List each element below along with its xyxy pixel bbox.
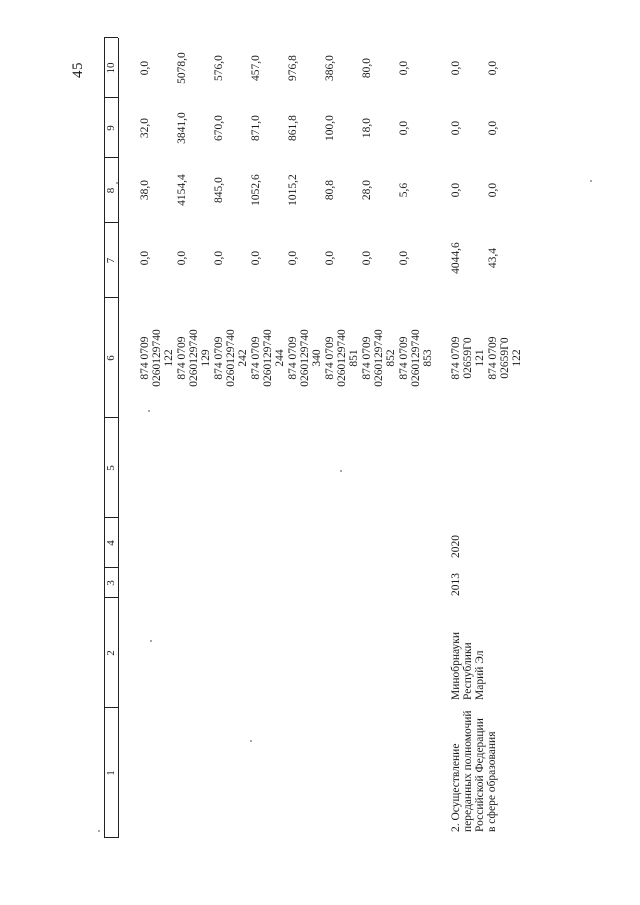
program-end-year: 2020: [450, 535, 462, 558]
table-cell-value: 0,0: [287, 250, 299, 266]
column-number-8: 8: [105, 187, 117, 194]
column-number-4: 4: [105, 540, 117, 546]
program-description: переданных полномочий: [462, 710, 474, 832]
table-cell-code: 122: [511, 349, 523, 367]
table-cell-code: 340: [311, 349, 323, 367]
scan-speck: [98, 830, 100, 832]
column-number-3: 3: [105, 580, 117, 586]
program-start-year: 2013: [450, 573, 462, 596]
table-cell-code: 129: [200, 349, 212, 367]
table-cell-value: 80,0: [361, 57, 373, 79]
table-cell-value: 18,0: [361, 117, 373, 139]
scan-speck: [340, 470, 342, 472]
table-cell-value: 28,0: [361, 179, 373, 201]
table-cell-code: 874 0709: [487, 336, 499, 380]
table-cell-code: 122: [163, 349, 175, 367]
table-cell-code: 874 0709: [324, 336, 336, 380]
scan-speck: [116, 182, 118, 184]
table-cell-code: 0260129740: [225, 329, 237, 387]
table-cell-value: 0,0: [450, 120, 462, 136]
table-cell-value: 3841,0: [176, 112, 188, 144]
table-cell-value: 0,0: [450, 182, 462, 198]
table-cell-value: 4154,4: [176, 174, 188, 206]
column-number-7: 7: [105, 257, 117, 264]
column-number-6: 6: [105, 355, 117, 361]
table-cell-code: 242: [237, 349, 249, 367]
table-cell-code: 0260129740: [188, 329, 200, 387]
scan-speck: [148, 410, 150, 412]
table-cell-code: 02659Г0: [499, 337, 511, 379]
program-description: 2. Осуществление: [450, 743, 462, 832]
table-cell-value: 32,0: [139, 117, 151, 139]
table-cell-code: 121: [474, 349, 486, 367]
table-cell-value: 845,0: [213, 177, 225, 203]
table-cell-code: 851: [348, 349, 360, 367]
table-cell-value: 5078,0: [176, 52, 188, 84]
table-cell-value: 861,8: [287, 115, 299, 141]
table-cell-code: 853: [422, 349, 434, 367]
table-cell-value: 0,0: [487, 60, 499, 76]
table-cell-code: 874 0709: [398, 336, 410, 380]
column-number-9: 9: [105, 125, 117, 131]
table-cell-value: 1015,2: [287, 174, 299, 206]
column-number-10: 10: [105, 62, 117, 74]
table-cell-value: 976,8: [287, 55, 299, 81]
table-cell-value: 0,0: [450, 60, 462, 76]
table-cell-value: 0,0: [398, 120, 410, 136]
table-cell-value: 670,0: [213, 115, 225, 141]
table-cell-value: 0,0: [324, 250, 336, 266]
table-cell-code: 874 0709: [287, 336, 299, 380]
table-cell-code: 0260129740: [373, 329, 385, 387]
column-number-2: 2: [105, 650, 117, 656]
rotated-table: [105, 38, 538, 838]
table-cell-code: 874 0709: [250, 336, 262, 380]
table-cell-code: 852: [385, 349, 397, 367]
table-cell-value: 0,0: [176, 250, 188, 266]
page-number: 45: [70, 62, 86, 78]
scan-speck: [150, 640, 152, 642]
table-cell-value: 0,0: [250, 250, 262, 266]
table-cell-code: 874 0709: [450, 336, 462, 380]
table-cell-value: 1052,6: [250, 174, 262, 206]
table-cell-value: 100,0: [324, 115, 336, 141]
program-executor: Республики: [462, 642, 474, 700]
table-cell-value: 0,0: [487, 120, 499, 136]
scan-speck: [250, 740, 252, 742]
table-cell-value: 871,0: [250, 115, 262, 141]
table-cell-code: 244: [274, 349, 286, 367]
table-cell-code: 0260129740: [336, 329, 348, 387]
table-cell-value: 0,0: [139, 60, 151, 76]
table-cell-value: 0,0: [139, 250, 151, 266]
table-cell-value: 5,6: [398, 182, 410, 198]
table-cell-value: 0,0: [398, 60, 410, 76]
column-number-5: 5: [105, 465, 117, 471]
table-cell-value: 38,0: [139, 179, 151, 201]
column-number-1: 1: [105, 770, 117, 776]
table-cell-code: 874 0709: [176, 336, 188, 380]
table-cell-value: 43,4: [487, 247, 499, 269]
table-cell-code: 0260129740: [410, 329, 422, 387]
program-description: Российской Федерации: [474, 718, 486, 832]
table-cell-code: 0260129740: [262, 329, 274, 387]
table-cell-code: 874 0709: [139, 336, 151, 380]
program-executor: Минобрнауки: [450, 631, 462, 700]
table-cell-code: 02659Г0: [462, 337, 474, 379]
table-cell-code: 874 0709: [361, 336, 373, 380]
table-cell-value: 80,8: [324, 179, 336, 201]
scan-speck: [590, 180, 592, 182]
program-executor: Марий Эл: [474, 650, 486, 700]
table-cell-value: 386,0: [324, 55, 336, 81]
table-cell-value: 0,0: [487, 182, 499, 198]
program-description: в сфере образования: [486, 731, 498, 832]
table-cell-value: 0,0: [398, 250, 410, 266]
table-cell-code: 0260129740: [151, 329, 163, 387]
header-bottom-rule: [118, 38, 119, 838]
table-cell-value: 576,0: [213, 55, 225, 81]
table-cell-value: 0,0: [213, 250, 225, 266]
table-cell-code: 874 0709: [213, 336, 225, 380]
table-cell-value: 4044,6: [450, 242, 462, 274]
table-cell-value: 0,0: [361, 250, 373, 266]
table-cell-code: 0260129740: [299, 329, 311, 387]
table-cell-value: 457,0: [250, 55, 262, 81]
